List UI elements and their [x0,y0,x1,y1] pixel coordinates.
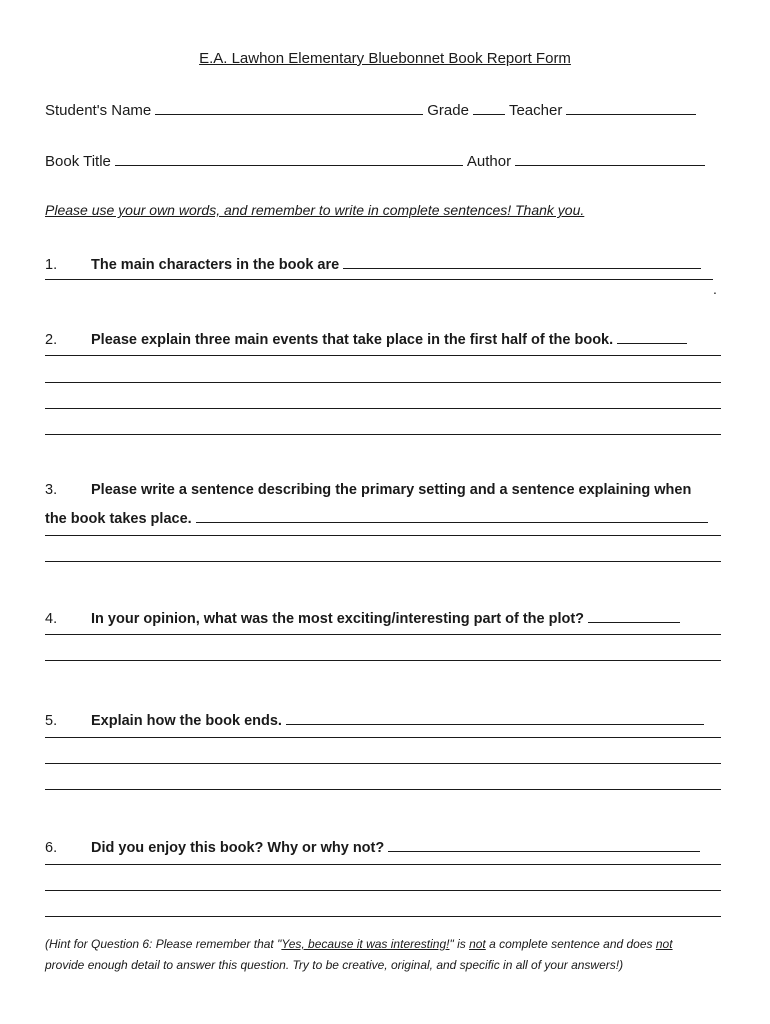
answer-line[interactable] [45,660,721,661]
question-number: 1. [45,257,58,273]
answer-line[interactable] [45,634,721,635]
author-label: Author [466,153,512,170]
answer-line[interactable] [45,890,721,891]
question-text: Did you enjoy this book? Why or why not? [91,840,385,856]
hint-quote: Yes, because it was interesting! [281,937,450,951]
question-number: 2. [45,332,58,348]
teacher-label: Teacher [508,102,563,119]
question-text: Please write a sentence describing the primary setting and a sentence explaining when [91,482,692,498]
question-1 [45,254,705,273]
answer-line[interactable] [45,864,721,865]
question-3 [45,482,691,498]
book-info-row [45,151,709,170]
answer-line[interactable] [45,916,721,917]
answer-line[interactable] [45,763,721,764]
answer-field-inline[interactable] [617,329,687,344]
answer-line[interactable] [45,408,721,409]
author-field[interactable] [515,151,705,166]
hint-part: " is [449,937,470,951]
answer-field-inline[interactable] [286,710,704,725]
answer-line[interactable] [45,789,721,790]
answer-line[interactable] [45,434,721,435]
hint-emphasis: not [469,937,486,951]
hint-part: a complete sentence and does [485,937,656,951]
answer-field-inline[interactable] [388,837,700,852]
student-info-row [45,100,700,119]
question-text: Explain how the book ends. [91,713,282,729]
question-number: 5. [45,713,58,729]
answer-line[interactable] [45,279,713,280]
student-name-label: Student's Name [45,102,152,119]
question-text: the book takes place. [45,511,192,527]
question-3-continued [45,508,712,527]
question-6 [45,837,704,856]
answer-line[interactable] [45,561,721,562]
hint-text [45,934,673,976]
grade-field[interactable] [473,100,505,115]
answer-line[interactable] [45,382,721,383]
instruction-text: Please use your own words, and remember to write in complete sentences! Thank you. [45,202,585,218]
question-5 [45,710,708,729]
end-period: . [713,281,717,297]
question-text: In your opinion, what was the most exciting/interesting part of the plot? [91,611,585,627]
hint-line-2: provide enough detail to answer this question. Try to be creative, original, and specific in all of your answers!) [45,958,624,972]
book-title-field[interactable] [115,151,463,166]
answer-line[interactable] [45,737,721,738]
question-text: The main characters in the book are [91,257,340,273]
answer-line[interactable] [45,355,721,356]
grade-label: Grade [427,102,469,119]
question-2 [45,329,691,348]
answer-field-inline[interactable] [343,254,701,269]
answer-line[interactable] [45,535,721,536]
book-title-label: Book Title [45,153,111,170]
hint-part: (Hint for Question 6: Please remember that " [45,937,282,951]
hint-emphasis: not [655,937,673,951]
question-text: Please explain three main events that take place in the first half of the book. [91,332,614,348]
teacher-field[interactable] [566,100,696,115]
question-number: 3. [45,482,58,498]
student-name-field[interactable] [155,100,423,115]
question-4 [45,608,684,627]
answer-field-inline[interactable] [588,608,680,623]
answer-field-inline[interactable] [196,508,708,523]
question-number: 4. [45,611,58,627]
question-number: 6. [45,840,58,856]
form-title: E.A. Lawhon Elementary Bluebonnet Book Report Form [199,50,571,67]
